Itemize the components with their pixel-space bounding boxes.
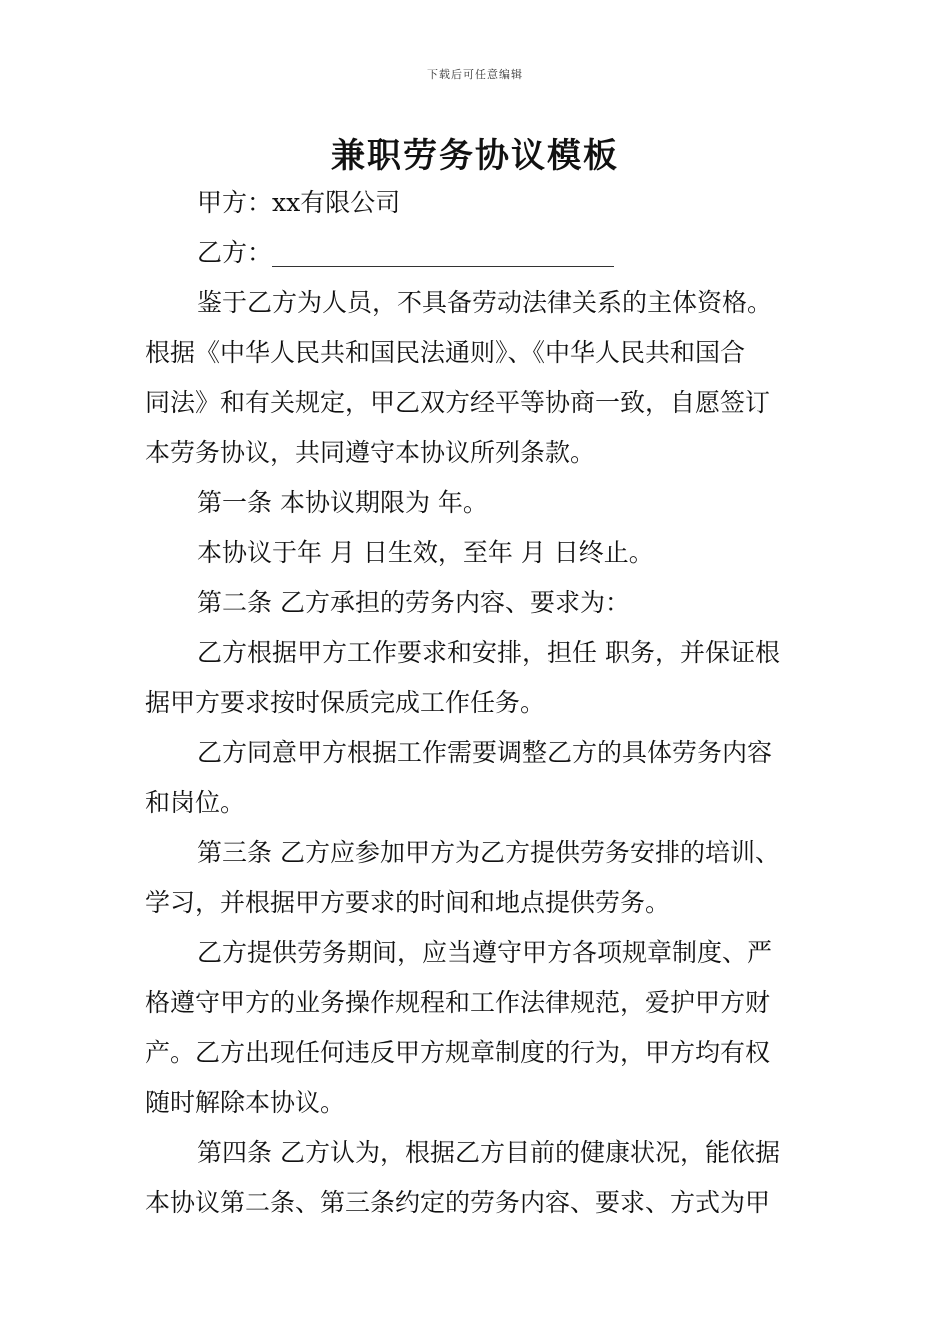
text-line: 第三条 乙方应参加甲方为乙方提供劳务安排的培训、 (197, 838, 780, 867)
text-line: 根据《中华人民共和国民法通则》、《中华人民共和国合 (145, 338, 746, 367)
text-line: 据甲方要求按时保质完成工作任务。 (145, 688, 546, 717)
text-line: 乙方根据甲方工作要求和安排，担任 职务，并保证根 (197, 638, 780, 667)
header-note: 下载后可任意编辑 (427, 68, 523, 81)
text-line: 乙方同意甲方根据工作需要调整乙方的具体劳务内容 (197, 738, 773, 767)
text-line: 第一条 本协议期限为 年。 (197, 488, 488, 517)
text-line: 乙方提供劳务期间，应当遵守甲方各项规章制度、严 (197, 938, 773, 967)
party-b-label: 乙方： (197, 238, 273, 267)
text-line: 本劳务协议，共同遵守本协议所列条款。 (145, 438, 596, 467)
text-line: 鉴于乙方为人员，不具备劳动法律关系的主体资格。 (197, 288, 773, 317)
text-line: 第二条 乙方承担的劳务内容、要求为： (197, 588, 630, 617)
party-b-line (145, 228, 807, 278)
party-a-line: 甲方：xx有限公司 (197, 188, 401, 217)
text-line: 学习，并根据甲方要求的时间和地点提供劳务。 (145, 888, 671, 917)
paragraph-lines (145, 278, 807, 1228)
text-line: 同法》和有关规定，甲乙双方经平等协商一致，自愿签订 (145, 388, 771, 417)
text-line: 产。乙方出现任何违反甲方规章制度的行为，甲方均有权 (145, 1038, 771, 1067)
document-title: 兼职劳务协议模板 (331, 136, 619, 176)
text-line: 随时解除本协议。 (145, 1088, 346, 1117)
text-line: 本协议于年 月 日生效，至年 月 日终止。 (197, 538, 654, 567)
text-line: 第四条 乙方认为，根据乙方目前的健康状况，能依据 (197, 1138, 780, 1167)
party-b-blank (272, 236, 614, 267)
document-body (145, 178, 807, 1228)
text-line: 格遵守甲方的业务操作规程和工作法律规范，爱护甲方财 (145, 988, 771, 1017)
text-line: 和岗位。 (145, 788, 246, 817)
text-line: 本协议第二条、第三条约定的劳务内容、要求、方式为甲 (145, 1188, 771, 1217)
